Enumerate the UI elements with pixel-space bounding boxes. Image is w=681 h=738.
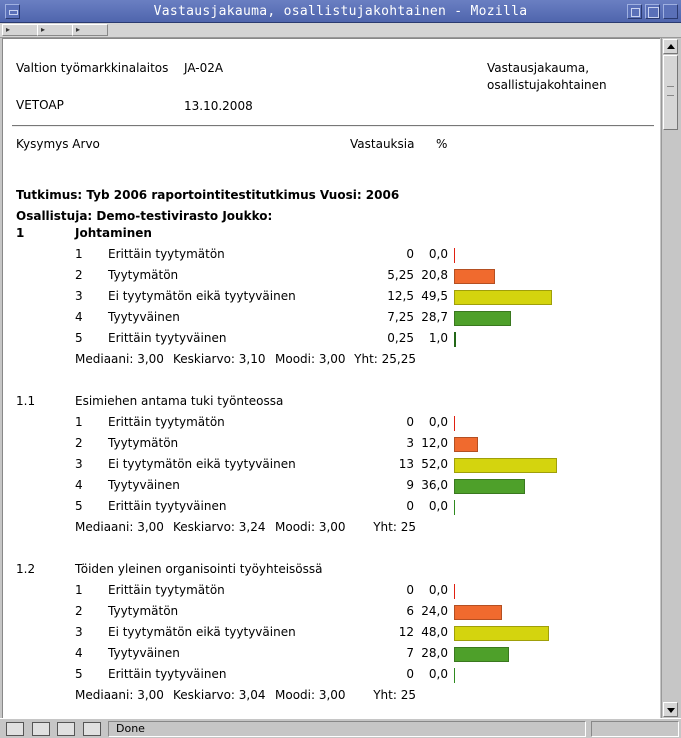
answer-value: 1 [75,247,83,261]
answer-count: 13 [398,457,414,471]
answer-value: 2 [75,268,83,282]
answer-value: 3 [75,289,83,303]
answer-count: 12,5 [387,289,414,303]
answer-value: 1 [75,583,83,597]
toolbar-grippy-2[interactable]: ▸ [37,24,73,36]
answer-count: 5,25 [387,268,414,282]
column-answers: Vastauksia [350,137,415,151]
percent-bar [454,290,552,305]
system-name: VETOAP [16,98,64,112]
stat-median: Mediaani: 3,00 [75,688,164,702]
answer-percent: 0,0 [428,415,448,429]
answer-value: 3 [75,625,83,639]
stat-total: Yht: 25 [373,520,416,534]
stat-total: Yht: 25 [373,688,416,702]
answer-count: 3 [406,436,414,450]
answer-label: Erittäin tyytyväinen [108,499,227,513]
answer-label: Tyytymätön [108,604,179,618]
window-title: Vastausjakauma, osallistujakohtainen - Mozilla [153,4,528,19]
stat-mode: Moodi: 3,00 [275,520,346,534]
section-title: Töiden yleinen organisointi työyhteisössä [75,562,323,576]
answer-percent: 0,0 [428,583,448,597]
percent-bar [454,458,557,473]
toolbar-grippy-3[interactable]: ▸ [72,24,108,36]
stat-mean: Keskiarvo: 3,24 [173,520,266,534]
answer-label: Erittäin tyytymätön [108,415,225,429]
percent-bar [454,311,511,326]
answer-label: Ei tyytymätön eikä tyytyväinen [108,625,296,639]
percent-bar [454,605,502,620]
close-button[interactable] [663,4,678,19]
stat-total: Yht: 25,25 [354,352,416,366]
answer-count: 0 [406,499,414,513]
status-text: Done [116,722,145,735]
page-content [2,38,660,718]
answer-percent: 49,5 [421,289,448,303]
stat-median: Mediaani: 3,00 [75,352,164,366]
section-number: 1 [16,226,25,240]
answer-percent: 20,8 [421,268,448,282]
window-titlebar[interactable] [0,0,681,23]
answer-count: 0 [406,415,414,429]
answer-value: 5 [75,499,83,513]
column-percent: % [436,137,448,151]
percent-bar [454,437,478,452]
answer-label: Erittäin tyytymätön [108,583,225,597]
answer-value: 5 [75,667,83,681]
scroll-up-arrow-icon[interactable] [663,39,678,54]
collapsed-toolbars [0,23,681,38]
answer-value: 4 [75,478,83,492]
answer-label: Ei tyytymätön eikä tyytyväinen [108,457,296,471]
answer-count: 7 [406,646,414,660]
report-code: JA-02A [184,61,224,75]
status-bar [0,718,681,738]
report-title-line1: Vastausjakauma, [487,61,590,75]
answer-percent: 24,0 [421,604,448,618]
answer-count: 0 [406,667,414,681]
answer-count: 6 [406,604,414,618]
answer-label: Tyytyväinen [108,310,180,324]
answer-percent: 0,0 [428,247,448,261]
answer-count: 0 [406,247,414,261]
answer-label: Tyytyväinen [108,646,180,660]
maximize-button[interactable] [645,4,660,19]
answer-percent: 52,0 [421,457,448,471]
answer-count: 0 [406,583,414,597]
percent-bar [454,248,455,263]
report-date: 13.10.2008 [184,99,253,113]
answer-label: Tyytymätön [108,268,179,282]
answer-value: 4 [75,646,83,660]
answer-percent: 12,0 [421,436,448,450]
stat-mode: Moodi: 3,00 [275,352,346,366]
vertical-scrollbar[interactable] [661,38,679,718]
section-number: 1.1 [16,394,36,408]
answer-label: Erittäin tyytyväinen [108,667,227,681]
status-field [108,721,586,737]
header-divider [12,125,654,127]
navigator-icon[interactable] [6,722,24,736]
answer-label: Erittäin tyytymätön [108,247,225,261]
stat-mean: Keskiarvo: 3,04 [173,688,266,702]
answer-label: Tyytymätön [108,436,179,450]
percent-bar [454,584,455,599]
answer-value: 5 [75,331,83,345]
answer-percent: 0,0 [428,499,448,513]
report-title-line2: osallistujakohtainen [487,78,607,92]
section-title: Johtaminen [75,226,152,240]
section-number: 1.2 [16,562,36,576]
answer-percent: 36,0 [421,478,448,492]
stat-mean: Keskiarvo: 3,10 [173,352,266,366]
answer-percent: 0,0 [428,667,448,681]
scroll-thumb[interactable] [663,55,678,130]
answer-percent: 1,0 [428,331,448,345]
percent-bar [454,500,455,515]
answer-count: 0,25 [387,331,414,345]
answer-count: 9 [406,478,414,492]
percent-bar [454,479,525,494]
answer-label: Tyytyväinen [108,478,180,492]
answer-value: 2 [75,604,83,618]
percent-bar [454,332,456,347]
percent-bar [454,647,509,662]
org-name: Valtion työmarkkinalaitos [16,61,169,75]
participant-line: Osallistuja: Demo-testivirasto Joukko: [16,209,273,223]
answer-percent: 28,7 [421,310,448,324]
percent-bar [454,269,495,284]
addressbook-icon[interactable] [83,722,101,736]
scroll-down-arrow-icon[interactable] [663,702,678,717]
composer-icon[interactable] [57,722,75,736]
answer-label: Ei tyytymätön eikä tyytyväinen [108,289,296,303]
answer-count: 7,25 [387,310,414,324]
answer-count: 12 [398,625,414,639]
toolbar-grippy-1[interactable]: ▸ [2,24,38,36]
answer-value: 1 [75,415,83,429]
stat-mode: Moodi: 3,00 [275,688,346,702]
answer-value: 3 [75,457,83,471]
study-line: Tutkimus: Tyb 2006 raportointitestitutkimus Vuosi: 2006 [16,188,400,202]
answer-value: 4 [75,310,83,324]
section-title: Esimiehen antama tuki työnteossa [75,394,284,408]
answer-percent: 28,0 [421,646,448,660]
answer-label: Erittäin tyytyväinen [108,331,227,345]
column-question: Kysymys Arvo [16,137,100,151]
answer-value: 2 [75,436,83,450]
mail-icon[interactable] [32,722,50,736]
percent-bar [454,626,549,641]
percent-bar [454,416,455,431]
minimize-button[interactable] [627,4,642,19]
percent-bar [454,668,455,683]
connection-security-indicators [591,721,679,737]
stat-median: Mediaani: 3,00 [75,520,164,534]
answer-percent: 48,0 [421,625,448,639]
